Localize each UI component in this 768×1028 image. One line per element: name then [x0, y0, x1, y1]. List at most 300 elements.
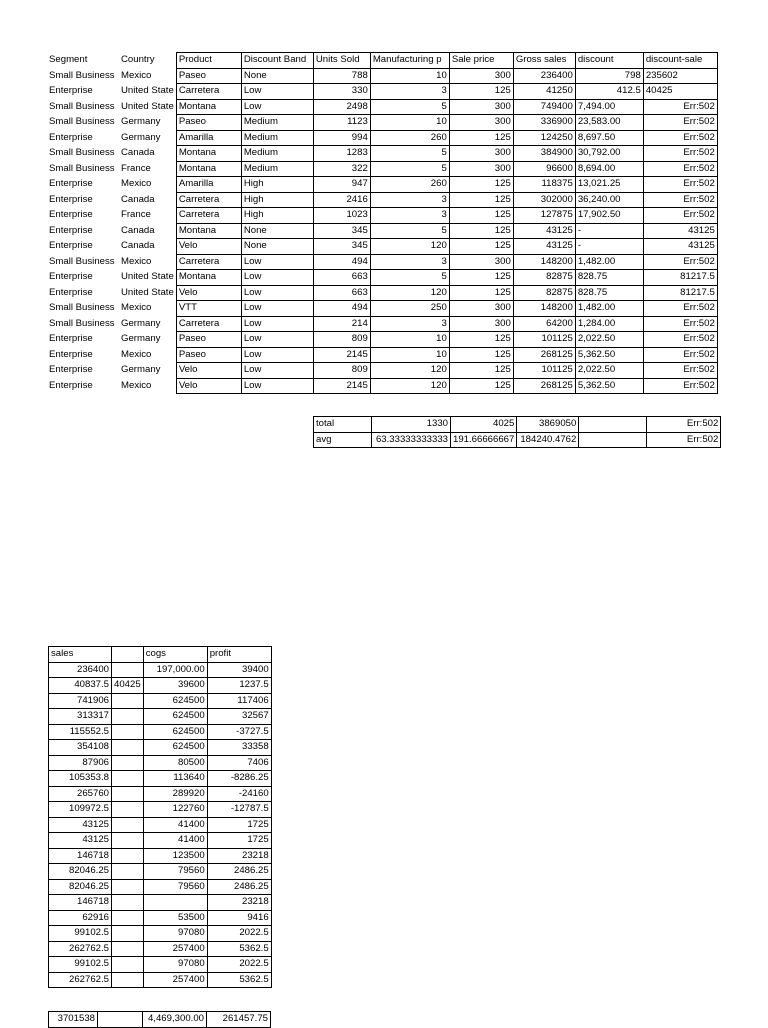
cell-manufacturing-price[interactable]: 5 — [370, 270, 449, 286]
table-row[interactable] — [47, 84, 717, 100]
cell-sales[interactable]: 43125 — [49, 833, 112, 849]
table-row[interactable] — [47, 68, 717, 84]
cell-discount-band[interactable]: Medium — [241, 146, 313, 162]
sum-blank[interactable] — [98, 1012, 143, 1028]
table-row[interactable] — [49, 786, 272, 802]
cell-extra[interactable] — [112, 771, 144, 787]
cell-sales[interactable]: 105353.8 — [49, 771, 112, 787]
cell-sale-price[interactable]: 300 — [449, 161, 513, 177]
cell-units-sold[interactable]: 663 — [313, 285, 370, 301]
cell-units-sold[interactable]: 788 — [313, 68, 370, 84]
cell-profit[interactable]: 1725 — [207, 833, 271, 849]
cell-gross-sales[interactable]: 96600 — [513, 161, 575, 177]
cell-sales[interactable]: 99102.5 — [49, 926, 112, 942]
table-row[interactable] — [49, 895, 272, 911]
cell-units-sold[interactable]: 494 — [313, 301, 370, 317]
table-row[interactable] — [47, 363, 717, 379]
table-row[interactable] — [49, 693, 272, 709]
cell-discount[interactable]: 2,022.50 — [575, 332, 643, 348]
cell-cogs[interactable]: 97080 — [143, 926, 207, 942]
cell-manufacturing-price[interactable]: 3 — [370, 208, 449, 224]
cell-profit[interactable]: 5362.5 — [207, 941, 271, 957]
cell-discount[interactable]: 798 — [575, 68, 643, 84]
cell-discount-sale[interactable]: Err:502 — [643, 161, 717, 177]
cell-segment[interactable]: Enterprise — [49, 333, 93, 345]
cell-country[interactable]: Germany — [121, 131, 161, 143]
table-row[interactable] — [47, 223, 717, 239]
cell-segment[interactable]: Small Business — [49, 255, 115, 267]
cell-units-sold[interactable]: 2416 — [313, 192, 370, 208]
cell-gross-sales[interactable]: 43125 — [513, 239, 575, 255]
cell-discount-sale[interactable]: 235602 — [643, 68, 717, 84]
cell-cogs[interactable]: 79560 — [143, 864, 207, 880]
total-discount[interactable] — [579, 417, 647, 433]
cell-country[interactable]: Mexico — [121, 255, 152, 267]
cell-sale-price[interactable]: 300 — [449, 115, 513, 131]
cell-cogs[interactable]: 80500 — [143, 755, 207, 771]
cell-manufacturing-price[interactable]: 120 — [370, 239, 449, 255]
cell-product[interactable]: Carretera — [176, 208, 241, 224]
cell-cogs[interactable] — [143, 895, 207, 911]
cell-segment[interactable]: Enterprise — [49, 379, 93, 391]
table-row[interactable] — [47, 254, 717, 270]
cell-profit[interactable]: -8286.25 — [207, 771, 271, 787]
table-row[interactable] — [47, 208, 717, 224]
cell-cogs[interactable]: 122760 — [143, 802, 207, 818]
avg-discount[interactable] — [579, 432, 647, 448]
cell-product[interactable]: Amarilla — [176, 177, 241, 193]
cell-manufacturing-price[interactable]: 3 — [370, 192, 449, 208]
cell-discount-sale[interactable]: Err:502 — [643, 332, 717, 348]
cell-units-sold[interactable]: 809 — [313, 363, 370, 379]
cell-manufacturing-price[interactable]: 120 — [370, 285, 449, 301]
cell-extra[interactable] — [112, 740, 144, 756]
cell-discount-band[interactable]: Low — [241, 285, 313, 301]
cell-profit[interactable]: 117406 — [207, 693, 271, 709]
cell-product[interactable]: Velo — [176, 285, 241, 301]
cell-sale-price[interactable]: 125 — [449, 332, 513, 348]
cell-sale-price[interactable]: 125 — [449, 239, 513, 255]
cell-profit[interactable]: 39400 — [207, 662, 271, 678]
cell-discount[interactable]: 17,902.50 — [575, 208, 643, 224]
cell-sales[interactable]: 99102.5 — [49, 957, 112, 973]
cell-units-sold[interactable]: 2145 — [313, 347, 370, 363]
cell-product[interactable]: Montana — [176, 270, 241, 286]
cell-product[interactable]: Velo — [176, 239, 241, 255]
cell-gross-sales[interactable]: 749400 — [513, 99, 575, 115]
header-sales[interactable]: sales — [49, 647, 112, 663]
cell-profit[interactable]: 2022.5 — [207, 957, 271, 973]
table-row[interactable] — [49, 864, 272, 880]
cell-units-sold[interactable]: 809 — [313, 332, 370, 348]
cell-sales[interactable]: 82046.25 — [49, 879, 112, 895]
cell-sale-price[interactable]: 125 — [449, 347, 513, 363]
cell-country[interactable]: Mexico — [121, 69, 152, 81]
cell-country[interactable]: Germany — [121, 116, 161, 128]
total-units[interactable]: 1330 — [372, 417, 451, 433]
cell-units-sold[interactable]: 322 — [313, 161, 370, 177]
cell-discount-band[interactable]: Low — [241, 378, 313, 394]
cell-discount-band[interactable]: None — [241, 239, 313, 255]
cell-product[interactable]: Carretera — [176, 254, 241, 270]
cell-profit[interactable]: -12787.5 — [207, 802, 271, 818]
sum-row[interactable] — [49, 1012, 271, 1028]
cell-segment[interactable]: Small Business — [49, 162, 115, 174]
cell-product[interactable]: Montana — [176, 146, 241, 162]
table-row[interactable] — [49, 848, 272, 864]
cell-profit[interactable]: 33358 — [207, 740, 271, 756]
avg-row[interactable] — [314, 432, 721, 448]
cell-cogs[interactable]: 624500 — [143, 724, 207, 740]
cell-country[interactable]: United State — [121, 85, 174, 97]
cell-discount[interactable]: - — [575, 239, 643, 255]
cell-discount[interactable]: 23,583.00 — [575, 115, 643, 131]
table-row[interactable] — [47, 115, 717, 131]
cell-cogs[interactable]: 624500 — [143, 693, 207, 709]
total-label[interactable]: total — [314, 417, 372, 433]
cell-manufacturing-price[interactable]: 5 — [370, 223, 449, 239]
cell-cogs[interactable]: 289920 — [143, 786, 207, 802]
header-row[interactable] — [47, 53, 717, 69]
cell-manufacturing-price[interactable]: 10 — [370, 68, 449, 84]
avg-label[interactable]: avg — [314, 432, 372, 448]
cell-discount[interactable]: 36,240.00 — [575, 192, 643, 208]
cell-segment[interactable]: Small Business — [49, 317, 115, 329]
cell-profit[interactable]: 1237.5 — [207, 678, 271, 694]
cell-discount-band[interactable]: Low — [241, 301, 313, 317]
cell-discount-band[interactable]: Low — [241, 347, 313, 363]
cell-sales[interactable]: 87906 — [49, 755, 112, 771]
cell-sale-price[interactable]: 125 — [449, 378, 513, 394]
cell-cogs[interactable]: 624500 — [143, 709, 207, 725]
cell-segment[interactable]: Small Business — [49, 302, 115, 314]
cell-sales[interactable]: 82046.25 — [49, 864, 112, 880]
header-units-sold[interactable]: Units Sold — [313, 53, 370, 69]
cell-discount-sale[interactable]: Err:502 — [643, 254, 717, 270]
table-row[interactable] — [49, 957, 272, 973]
table-row[interactable] — [49, 817, 272, 833]
sales-header-row[interactable] — [49, 647, 272, 663]
cell-gross-sales[interactable]: 82875 — [513, 285, 575, 301]
cell-gross-sales[interactable]: 82875 — [513, 270, 575, 286]
cell-manufacturing-price[interactable]: 5 — [370, 146, 449, 162]
table-row[interactable] — [49, 678, 272, 694]
cell-manufacturing-price[interactable]: 10 — [370, 332, 449, 348]
cell-extra[interactable] — [112, 833, 144, 849]
cell-product[interactable]: Amarilla — [176, 130, 241, 146]
cell-segment[interactable]: Enterprise — [49, 271, 93, 283]
table-row[interactable] — [49, 926, 272, 942]
cell-discount-band[interactable]: High — [241, 192, 313, 208]
cell-discount[interactable]: 30,792.00 — [575, 146, 643, 162]
header-extra[interactable] — [112, 647, 144, 663]
cell-discount-sale[interactable]: 43125 — [643, 239, 717, 255]
cell-extra[interactable] — [112, 709, 144, 725]
header-profit[interactable]: profit — [207, 647, 271, 663]
avg-discount-sale[interactable]: Err:502 — [647, 432, 721, 448]
avg-mfg[interactable]: 191.66666667 — [451, 432, 517, 448]
cell-segment[interactable]: Enterprise — [49, 85, 93, 97]
cell-extra[interactable] — [112, 724, 144, 740]
cell-sale-price[interactable]: 125 — [449, 84, 513, 100]
cell-segment[interactable]: Enterprise — [49, 131, 93, 143]
cell-cogs[interactable]: 624500 — [143, 740, 207, 756]
cell-sales[interactable]: 313317 — [49, 709, 112, 725]
table-row[interactable] — [49, 709, 272, 725]
cell-sales[interactable]: 265760 — [49, 786, 112, 802]
table-row[interactable] — [49, 972, 272, 988]
cell-product[interactable]: Carretera — [176, 84, 241, 100]
cell-gross-sales[interactable]: 41250 — [513, 84, 575, 100]
cell-sales[interactable]: 43125 — [49, 817, 112, 833]
cell-gross-sales[interactable]: 64200 — [513, 316, 575, 332]
cell-discount-band[interactable]: Medium — [241, 161, 313, 177]
total-gross[interactable]: 3869050 — [517, 417, 579, 433]
cell-country[interactable]: Canada — [121, 240, 155, 252]
cell-gross-sales[interactable]: 118375 — [513, 177, 575, 193]
cell-product[interactable]: Carretera — [176, 192, 241, 208]
cell-discount-band[interactable]: High — [241, 177, 313, 193]
cell-gross-sales[interactable]: 268125 — [513, 347, 575, 363]
cell-gross-sales[interactable]: 124250 — [513, 130, 575, 146]
cell-gross-sales[interactable]: 127875 — [513, 208, 575, 224]
header-sale-price[interactable]: Sale price — [449, 53, 513, 69]
cell-manufacturing-price[interactable]: 260 — [370, 177, 449, 193]
cell-discount[interactable]: 8,697.50 — [575, 130, 643, 146]
cell-discount[interactable]: 1,284.00 — [575, 316, 643, 332]
cell-sale-price[interactable]: 125 — [449, 208, 513, 224]
cell-discount[interactable]: 8,694.00 — [575, 161, 643, 177]
cell-cogs[interactable]: 113640 — [143, 771, 207, 787]
cell-manufacturing-price[interactable]: 120 — [370, 378, 449, 394]
cell-discount-sale[interactable]: Err:502 — [643, 99, 717, 115]
cell-sales[interactable]: 115552.5 — [49, 724, 112, 740]
cell-discount[interactable]: 2,022.50 — [575, 363, 643, 379]
cell-manufacturing-price[interactable]: 3 — [370, 254, 449, 270]
header-gross-sales[interactable]: Gross sales — [513, 53, 575, 69]
cell-segment[interactable]: Small Business — [49, 69, 115, 81]
cell-discount-sale[interactable]: Err:502 — [643, 192, 717, 208]
cell-product[interactable]: Paseo — [176, 115, 241, 131]
table-row[interactable] — [47, 99, 717, 115]
header-discount[interactable]: discount — [575, 53, 643, 69]
cell-gross-sales[interactable]: 43125 — [513, 223, 575, 239]
cell-profit[interactable]: 2022.5 — [207, 926, 271, 942]
cell-gross-sales[interactable]: 384900 — [513, 146, 575, 162]
cell-product[interactable]: Montana — [176, 161, 241, 177]
total-discount-sale[interactable]: Err:502 — [647, 417, 721, 433]
cell-discount[interactable]: 13,021.25 — [575, 177, 643, 193]
cell-country[interactable]: Germany — [121, 317, 161, 329]
cell-gross-sales[interactable]: 336900 — [513, 115, 575, 131]
cell-cogs[interactable]: 123500 — [143, 848, 207, 864]
cell-discount-sale[interactable]: Err:502 — [643, 115, 717, 131]
cell-profit[interactable]: 2486.25 — [207, 864, 271, 880]
table-row[interactable] — [47, 177, 717, 193]
cell-discount-band[interactable]: Low — [241, 254, 313, 270]
cell-profit[interactable]: 32567 — [207, 709, 271, 725]
cell-extra[interactable]: 40425 — [112, 678, 144, 694]
table-row[interactable] — [49, 662, 272, 678]
cell-country[interactable]: Germany — [121, 333, 161, 345]
header-manufacturing-price[interactable]: Manufacturing p — [370, 53, 449, 69]
table-row[interactable] — [47, 270, 717, 286]
table-row[interactable] — [49, 941, 272, 957]
cell-product[interactable]: Carretera — [176, 316, 241, 332]
cell-profit[interactable]: 23218 — [207, 848, 271, 864]
cell-discount-band[interactable]: None — [241, 223, 313, 239]
cell-discount-band[interactable]: Medium — [241, 130, 313, 146]
table-row[interactable] — [49, 879, 272, 895]
table-row[interactable] — [49, 771, 272, 787]
cell-product[interactable]: Montana — [176, 223, 241, 239]
cell-discount-band[interactable]: Low — [241, 363, 313, 379]
cell-extra[interactable] — [112, 941, 144, 957]
cell-country[interactable]: United State — [121, 100, 174, 112]
cell-discount-band[interactable]: Low — [241, 316, 313, 332]
avg-gross[interactable]: 184240.4762 — [517, 432, 579, 448]
cell-profit[interactable]: 9416 — [207, 910, 271, 926]
header-discount-band[interactable]: Discount Band — [241, 53, 313, 69]
cell-gross-sales[interactable]: 101125 — [513, 332, 575, 348]
cell-sales[interactable]: 109972.5 — [49, 802, 112, 818]
cell-segment[interactable]: Enterprise — [49, 193, 93, 205]
cell-gross-sales[interactable]: 236400 — [513, 68, 575, 84]
cell-sale-price[interactable]: 300 — [449, 68, 513, 84]
cell-sales[interactable]: 262762.5 — [49, 941, 112, 957]
cell-discount[interactable]: 1,482.00 — [575, 254, 643, 270]
cell-gross-sales[interactable]: 101125 — [513, 363, 575, 379]
cell-manufacturing-price[interactable]: 5 — [370, 161, 449, 177]
table-row[interactable] — [47, 332, 717, 348]
table-row[interactable] — [47, 161, 717, 177]
cell-units-sold[interactable]: 663 — [313, 270, 370, 286]
cell-manufacturing-price[interactable]: 120 — [370, 363, 449, 379]
cell-units-sold[interactable]: 214 — [313, 316, 370, 332]
cell-discount-band[interactable]: High — [241, 208, 313, 224]
cell-product[interactable]: Paseo — [176, 332, 241, 348]
cell-units-sold[interactable]: 2145 — [313, 378, 370, 394]
cell-sale-price[interactable]: 125 — [449, 130, 513, 146]
cell-cogs[interactable]: 257400 — [143, 972, 207, 988]
cell-discount-sale[interactable]: Err:502 — [643, 347, 717, 363]
cell-manufacturing-price[interactable]: 3 — [370, 316, 449, 332]
cell-extra[interactable] — [112, 786, 144, 802]
cell-extra[interactable] — [112, 662, 144, 678]
cell-sale-price[interactable]: 125 — [449, 223, 513, 239]
cell-discount-sale[interactable]: Err:502 — [643, 146, 717, 162]
total-row[interactable] — [314, 417, 721, 433]
cell-sale-price[interactable]: 125 — [449, 270, 513, 286]
cell-country[interactable]: Mexico — [121, 348, 152, 360]
cell-extra[interactable] — [112, 693, 144, 709]
cell-units-sold[interactable]: 330 — [313, 84, 370, 100]
cell-country[interactable]: Canada — [121, 147, 155, 159]
cell-extra[interactable] — [112, 879, 144, 895]
cell-segment[interactable]: Small Business — [49, 116, 115, 128]
cell-units-sold[interactable]: 345 — [313, 239, 370, 255]
cell-country[interactable]: France — [121, 162, 151, 174]
cell-discount-band[interactable]: Low — [241, 84, 313, 100]
cell-extra[interactable] — [112, 895, 144, 911]
cell-manufacturing-price[interactable]: 10 — [370, 115, 449, 131]
cell-discount-sale[interactable]: 81217.5 — [643, 270, 717, 286]
cell-cogs[interactable]: 41400 — [143, 833, 207, 849]
sum-profit[interactable]: 261457.75 — [207, 1012, 271, 1028]
cell-extra[interactable] — [112, 972, 144, 988]
cell-cogs[interactable]: 197,000.00 — [143, 662, 207, 678]
cell-cogs[interactable]: 53500 — [143, 910, 207, 926]
table-row[interactable] — [49, 802, 272, 818]
cell-sales[interactable]: 62916 — [49, 910, 112, 926]
cell-discount-sale[interactable]: 81217.5 — [643, 285, 717, 301]
table-row[interactable] — [47, 192, 717, 208]
cell-segment[interactable]: Enterprise — [49, 348, 93, 360]
cell-segment[interactable]: Enterprise — [49, 240, 93, 252]
table-row[interactable] — [47, 239, 717, 255]
cell-gross-sales[interactable]: 148200 — [513, 254, 575, 270]
cell-manufacturing-price[interactable]: 250 — [370, 301, 449, 317]
cell-manufacturing-price[interactable]: 10 — [370, 347, 449, 363]
cell-units-sold[interactable]: 1023 — [313, 208, 370, 224]
table-row[interactable] — [49, 755, 272, 771]
cell-country[interactable]: Mexico — [121, 302, 152, 314]
cell-extra[interactable] — [112, 848, 144, 864]
cell-discount[interactable]: 7,494.00 — [575, 99, 643, 115]
cell-discount-sale[interactable]: 43125 — [643, 223, 717, 239]
table-row[interactable] — [49, 910, 272, 926]
cell-country[interactable]: Canada — [121, 193, 155, 205]
cell-discount-band[interactable]: None — [241, 68, 313, 84]
header-cogs[interactable]: cogs — [143, 647, 207, 663]
cell-gross-sales[interactable]: 302000 — [513, 192, 575, 208]
cell-manufacturing-price[interactable]: 5 — [370, 99, 449, 115]
cell-extra[interactable] — [112, 817, 144, 833]
cell-discount-sale[interactable]: Err:502 — [643, 378, 717, 394]
cell-profit[interactable]: -24160 — [207, 786, 271, 802]
cell-discount[interactable]: 5,362.50 — [575, 378, 643, 394]
cell-discount[interactable]: 828.75 — [575, 270, 643, 286]
cell-discount[interactable]: 1,482.00 — [575, 301, 643, 317]
cell-discount-sale[interactable]: Err:502 — [643, 130, 717, 146]
cell-sales[interactable]: 741906 — [49, 693, 112, 709]
cell-country[interactable]: Mexico — [121, 379, 152, 391]
cell-units-sold[interactable]: 947 — [313, 177, 370, 193]
table-row[interactable] — [47, 146, 717, 162]
cell-extra[interactable] — [112, 864, 144, 880]
cell-cogs[interactable]: 97080 — [143, 957, 207, 973]
cell-discount-sale[interactable]: Err:502 — [643, 316, 717, 332]
header-segment[interactable]: Segment — [49, 54, 88, 66]
cell-product[interactable]: Paseo — [176, 347, 241, 363]
cell-country[interactable]: United State — [121, 271, 174, 283]
header-country[interactable]: Country — [121, 54, 155, 66]
cell-segment[interactable]: Enterprise — [49, 286, 93, 298]
cell-cogs[interactable]: 39600 — [143, 678, 207, 694]
cell-manufacturing-price[interactable]: 3 — [370, 84, 449, 100]
cell-discount-sale[interactable]: Err:502 — [643, 208, 717, 224]
cell-discount-band[interactable]: Low — [241, 332, 313, 348]
cell-discount[interactable]: 5,362.50 — [575, 347, 643, 363]
cell-extra[interactable] — [112, 926, 144, 942]
cell-manufacturing-price[interactable]: 260 — [370, 130, 449, 146]
cell-profit[interactable]: -3727.5 — [207, 724, 271, 740]
table-row[interactable] — [47, 316, 717, 332]
cell-product[interactable]: Velo — [176, 378, 241, 394]
cell-discount-sale[interactable]: Err:502 — [643, 177, 717, 193]
table-row[interactable] — [49, 833, 272, 849]
cell-country[interactable]: Mexico — [121, 178, 152, 190]
